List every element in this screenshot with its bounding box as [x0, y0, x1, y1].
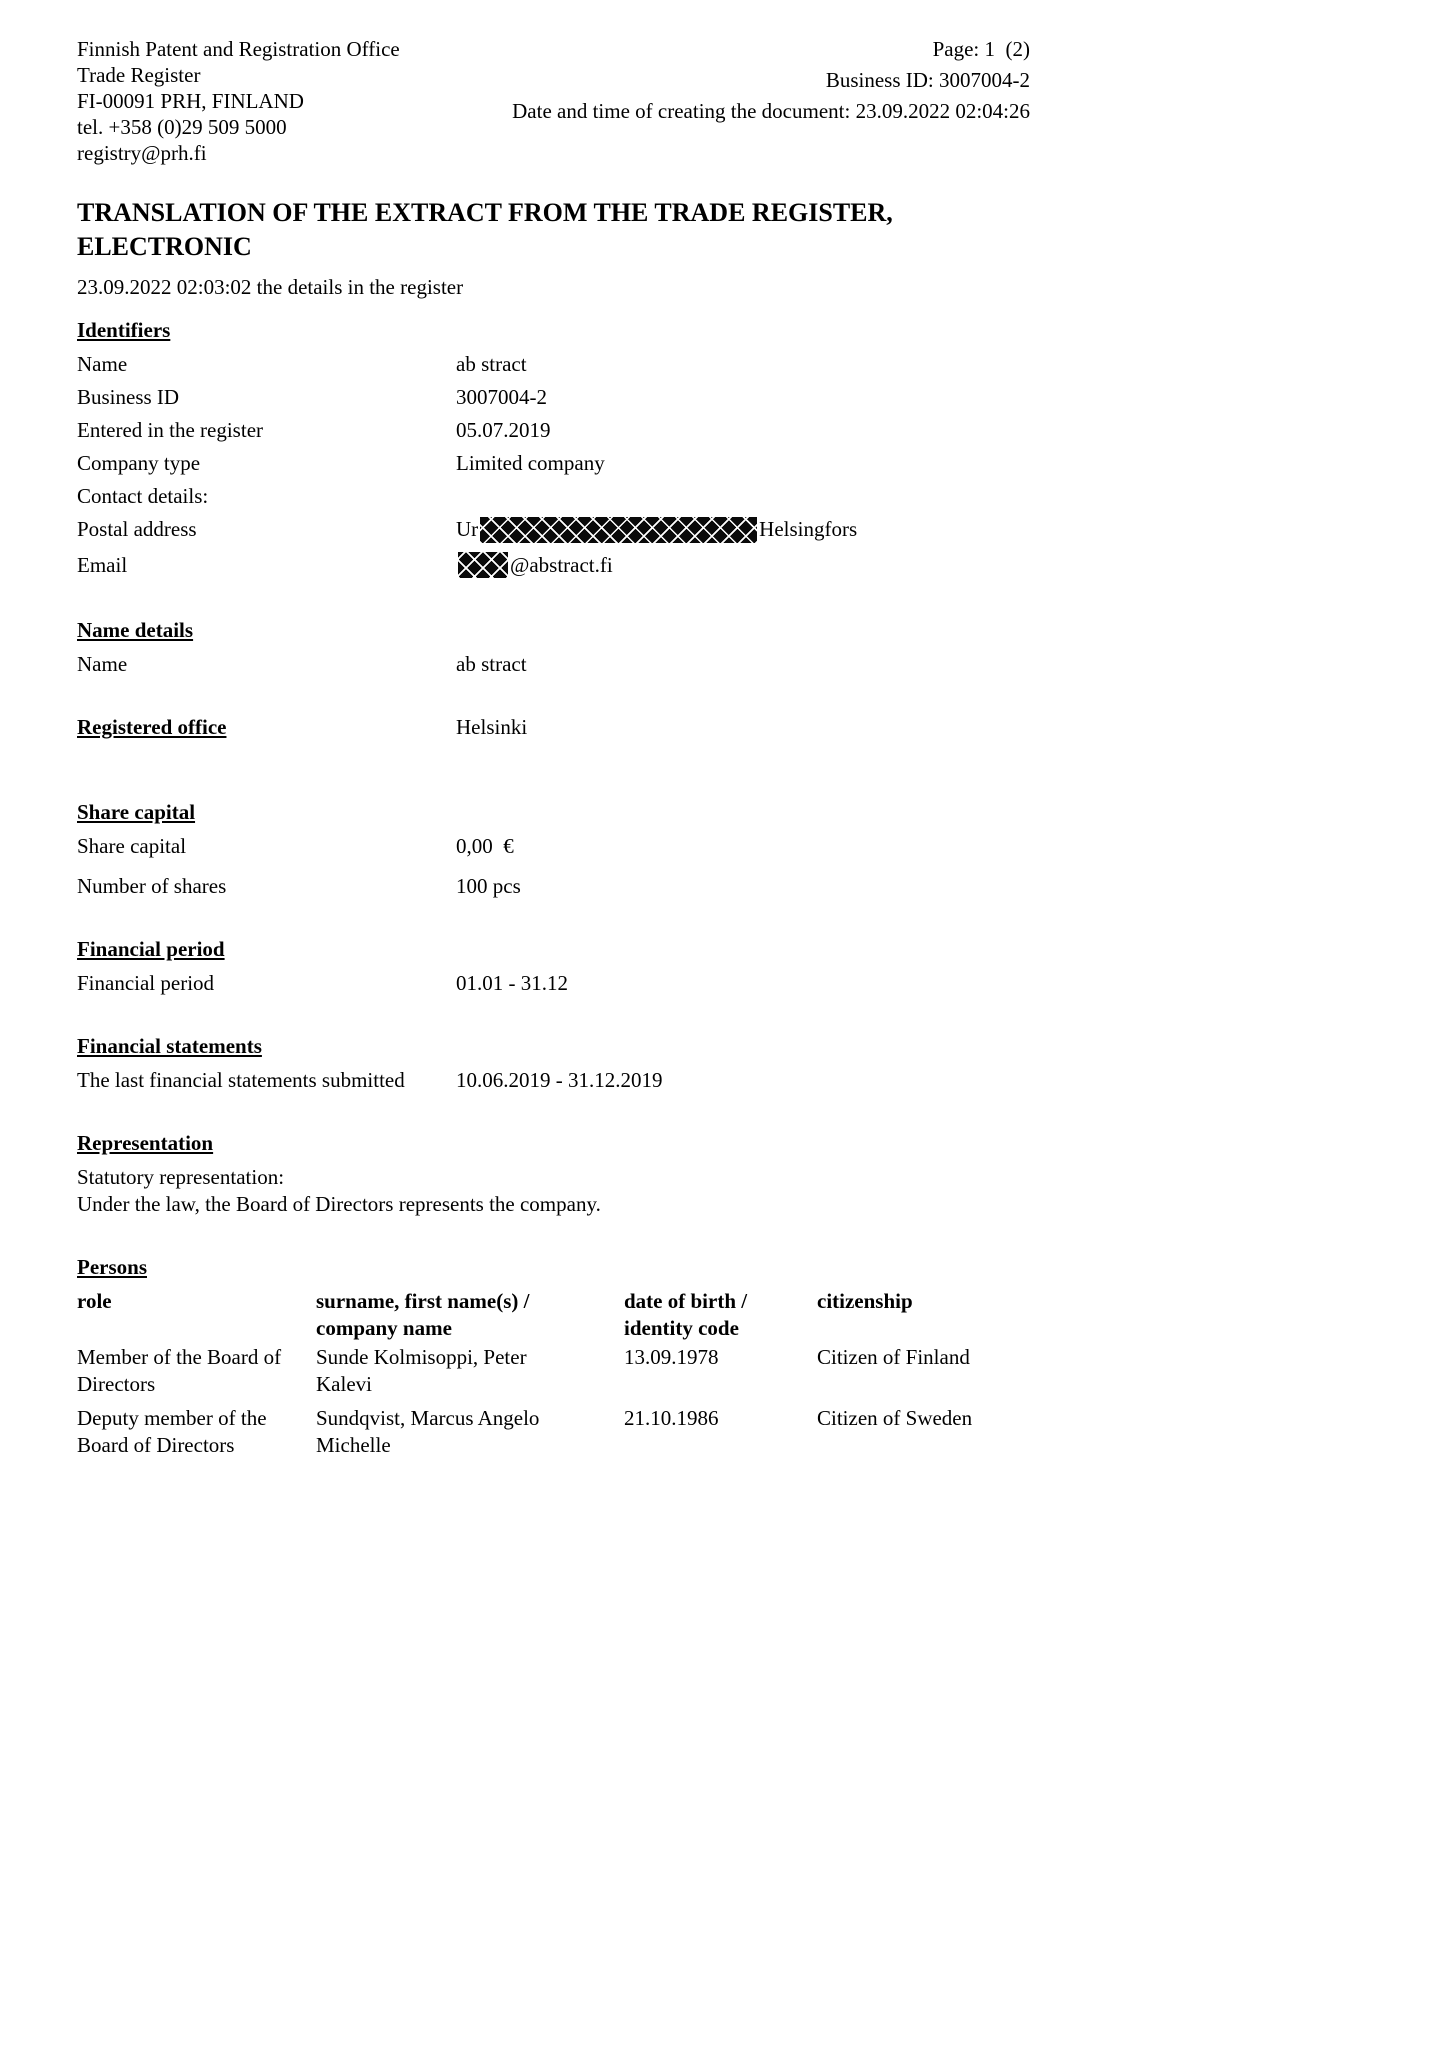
postal-address-visible-prefix: Ur: [456, 517, 479, 541]
document-meta-block: [490, 36, 1030, 129]
name-details-heading: Name details: [77, 618, 194, 643]
field-value: 10.06.2019 - 31.12.2019: [456, 1068, 663, 1093]
field-label: Email: [77, 552, 128, 577]
document-title: TRANSLATION OF THE EXTRACT FROM THE TRADE REGISTER, ELECTRONIC: [77, 198, 893, 261]
postal-address-visible-suffix: Helsingfors: [759, 517, 858, 541]
field-label: Entered in the register: [77, 418, 264, 442]
section-representation: [77, 1130, 1030, 1218]
section-financial-statements: [77, 1033, 1030, 1094]
field-label: The last financial statements submitted: [77, 1068, 405, 1093]
field-row-financial-period: [77, 970, 1030, 997]
section-persons: [77, 1254, 1030, 1459]
field-label: Financial period: [77, 971, 215, 996]
sender-address-block: [77, 36, 409, 166]
person-date-of-birth: 13.09.1978: [624, 1345, 719, 1370]
field-label: Number of shares: [77, 874, 227, 899]
person-name: Sundqvist, Marcus Angelo Michelle: [316, 1406, 540, 1458]
section-registered-office: [77, 714, 1030, 741]
field-label: Share capital: [77, 834, 187, 859]
field-value: ab stract: [456, 352, 527, 376]
sender-postal-code: FI-00091 PRH, FINLAND: [77, 89, 304, 113]
field-row-entered: [77, 417, 1030, 444]
business-id: Business ID: 3007004-2: [825, 68, 1030, 92]
person-citizenship: Citizen of Finland: [817, 1345, 970, 1370]
representation-line: Under the law, the Board of Directors represents the company.: [77, 1192, 601, 1217]
financial-statements-heading: Financial statements: [77, 1034, 262, 1059]
sender-email: registry@prh.fi: [77, 141, 207, 165]
financial-period-heading: Financial period: [77, 937, 225, 962]
field-value: 01.01 - 31.12: [456, 971, 568, 996]
creation-datetime: Date and time of creating the document: 23.09.2022 02:04:26: [512, 99, 1030, 123]
sender-register-name: Trade Register: [77, 63, 201, 87]
person-date-of-birth: 21.10.1986: [624, 1406, 719, 1431]
person-citizenship: Citizen of Sweden: [817, 1406, 973, 1431]
section-share-capital: [77, 799, 1030, 900]
representation-line: Statutory representation:: [77, 1165, 285, 1190]
field-label: Contact details:: [77, 484, 209, 508]
person-role: Member of the Board of Directors: [77, 1345, 282, 1397]
redaction-bar: [458, 552, 508, 578]
document-subtitle: 23.09.2022 02:03:02 the details in the register: [77, 275, 464, 299]
field-row-business-id: [77, 384, 1030, 411]
identifiers-heading: Identifiers: [77, 318, 171, 342]
representation-heading: Representation: [77, 1131, 214, 1156]
field-row-contact-details: [77, 483, 1030, 510]
field-value: [456, 516, 857, 546]
field-value: [456, 552, 613, 582]
section-identifiers: [77, 317, 1030, 581]
column-header-date-of-birth: date of birth / identity code: [624, 1289, 748, 1341]
field-row-company-type: [77, 450, 1030, 477]
persons-table: [77, 1288, 1030, 1459]
person-row: [77, 1344, 1030, 1398]
section-name-details: [77, 617, 1030, 678]
person-role: Deputy member of the Board of Directors: [77, 1406, 267, 1458]
field-value: Limited company: [456, 451, 605, 475]
field-label: [77, 714, 456, 741]
page-number: Page: 1 (2): [932, 37, 1030, 61]
email-visible-suffix: @abstract.fi: [510, 552, 613, 577]
field-value: 05.07.2019: [456, 418, 551, 442]
column-header-role: role: [77, 1289, 112, 1314]
registered-office-heading: Registered office: [77, 715, 227, 740]
redaction-bar: [480, 517, 757, 543]
field-value: 100 pcs: [456, 874, 521, 899]
field-label: Name: [77, 652, 128, 677]
field-row-name: [77, 351, 1030, 378]
persons-table-header: [77, 1288, 1030, 1342]
field-row-number-of-shares: [77, 873, 1030, 900]
field-label: Name: [77, 352, 128, 376]
column-header-citizenship: citizenship: [817, 1289, 913, 1314]
document-header: [77, 36, 1030, 166]
person-row: [77, 1405, 1030, 1459]
field-value: ab stract: [456, 652, 527, 677]
section-financial-period: [77, 936, 1030, 997]
field-value: 3007004-2: [456, 385, 547, 409]
field-row-registered-office: [77, 714, 1030, 741]
field-row-name: [77, 651, 1030, 678]
field-label: Business ID: [77, 385, 180, 409]
field-value: 0,00 €: [456, 834, 514, 859]
sender-office-name: Finnish Patent and Registration Office: [77, 37, 400, 61]
field-label: Company type: [77, 451, 201, 475]
field-row-postal-address: [77, 516, 1030, 546]
field-label: Postal address: [77, 517, 197, 541]
field-row-email: [77, 552, 1030, 582]
share-capital-heading: Share capital: [77, 800, 196, 825]
field-row-last-financial-statements: [77, 1067, 1030, 1094]
column-header-name: surname, first name(s) / company name: [316, 1289, 530, 1341]
sender-phone: tel. +358 (0)29 509 5000: [77, 115, 287, 139]
persons-heading: Persons: [77, 1255, 147, 1280]
person-name: Sunde Kolmisoppi, Peter Kalevi: [316, 1345, 527, 1397]
field-value: Helsinki: [456, 715, 528, 740]
field-row-share-capital: [77, 833, 1030, 860]
